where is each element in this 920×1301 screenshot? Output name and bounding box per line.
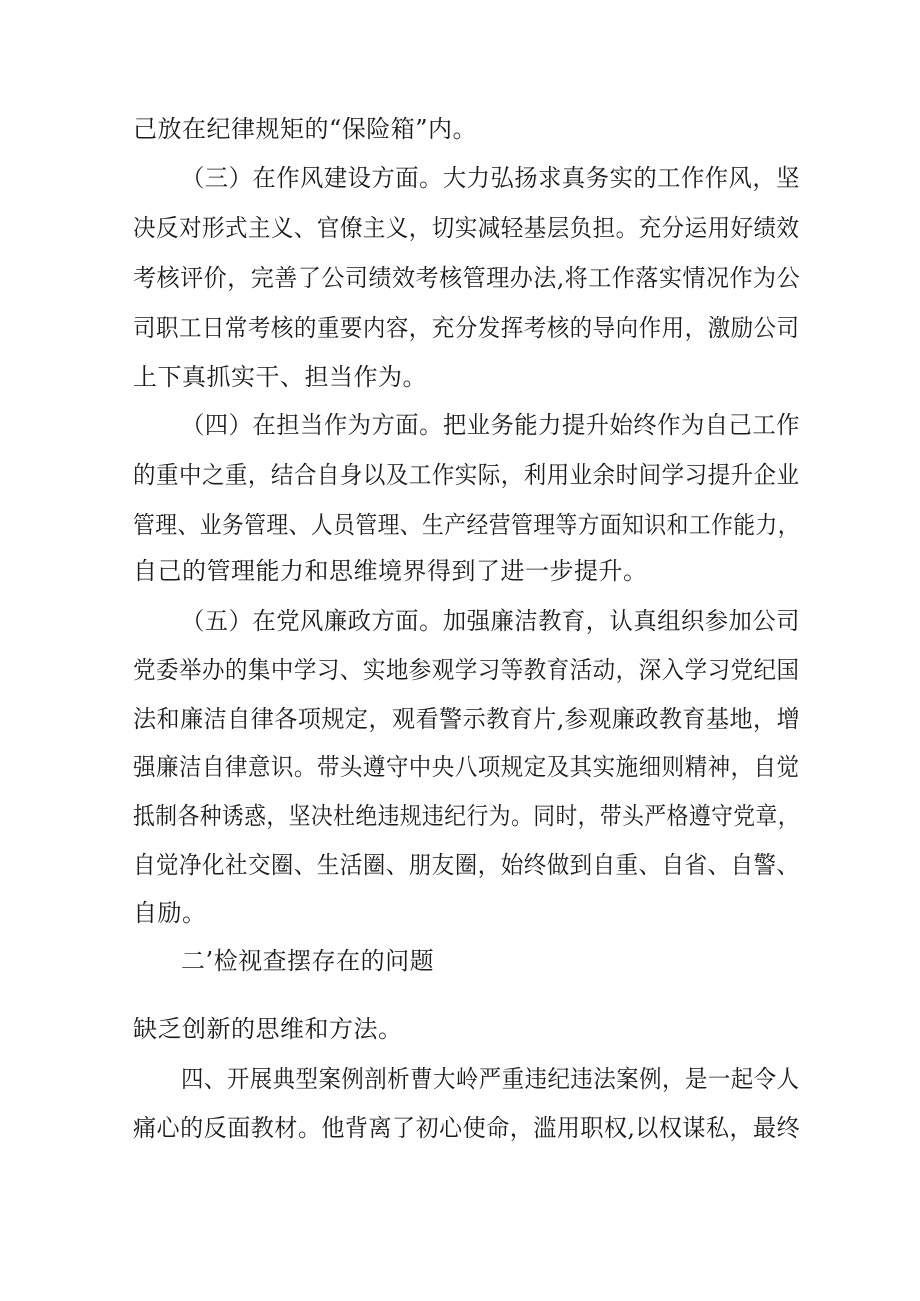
text-line: 上下真抓实干、担当作为。: [133, 363, 427, 391]
text-line: 己放在纪律规矩的“保险箱”内。: [133, 115, 478, 143]
text-line: （五）在党风廉政方面。加强廉洁教育，认真组织参加公司: [181, 607, 800, 635]
text-line: （四）在担当作为方面。把业务能力提升始终作为自己工作: [181, 411, 800, 439]
section-heading: 二’检视查摆存在的问题: [181, 947, 435, 975]
text-line: 法和廉洁自律各项规定，观看警示教育片,参观廉政教育基地，增: [133, 705, 801, 733]
text-line: 强廉洁自律意识。带头遵守中央八项规定及其实施细则精神，自觉: [133, 753, 800, 781]
text-line: 的重中之重，结合自身以及工作实际，利用业余时间学习提升企业: [133, 461, 800, 489]
text-line: 抵制各种诱惑，坚决杜绝违规违纪行为。同时，带头严格遵守党章，: [133, 802, 801, 830]
text-line: 决反对形式主义、官僚主义，切实减轻基层负担。充分运用好绩效: [133, 214, 800, 242]
section-heading: 四、开展典型案例剖析曹大岭严重违纪违法案例，是一起令人: [181, 1065, 800, 1093]
text-line: 自己的管理能力和思维境界得到了进一步提升。: [133, 557, 648, 585]
text-line: 缺乏创新的思维和方法。: [133, 1015, 403, 1043]
text-line: 痛心的反面教材。他背离了初心使命，滥用职权,以权谋私，最终: [133, 1114, 801, 1142]
text-line: 司职工日常考核的重要内容，充分发挥考核的导向作用，激励公司: [133, 314, 800, 342]
text-line: 党委举办的集中学习、实地参观学习等教育活动，深入学习党纪国: [133, 656, 800, 684]
text-line: （三）在作风建设方面。大力弘扬求真务实的工作作风，坚: [181, 164, 800, 192]
text-line: 自觉净化社交圈、生活圈、朋友圈，始终做到自重、自省、自警、: [133, 851, 800, 879]
text-line: 考核评价，完善了公司绩效考核管理办法,将工作落实情况作为公: [133, 264, 801, 292]
text-line: 自励。: [133, 899, 207, 927]
text-line: 管理、业务管理、人员管理、生产经营管理等方面知识和工作能力，: [133, 511, 801, 539]
